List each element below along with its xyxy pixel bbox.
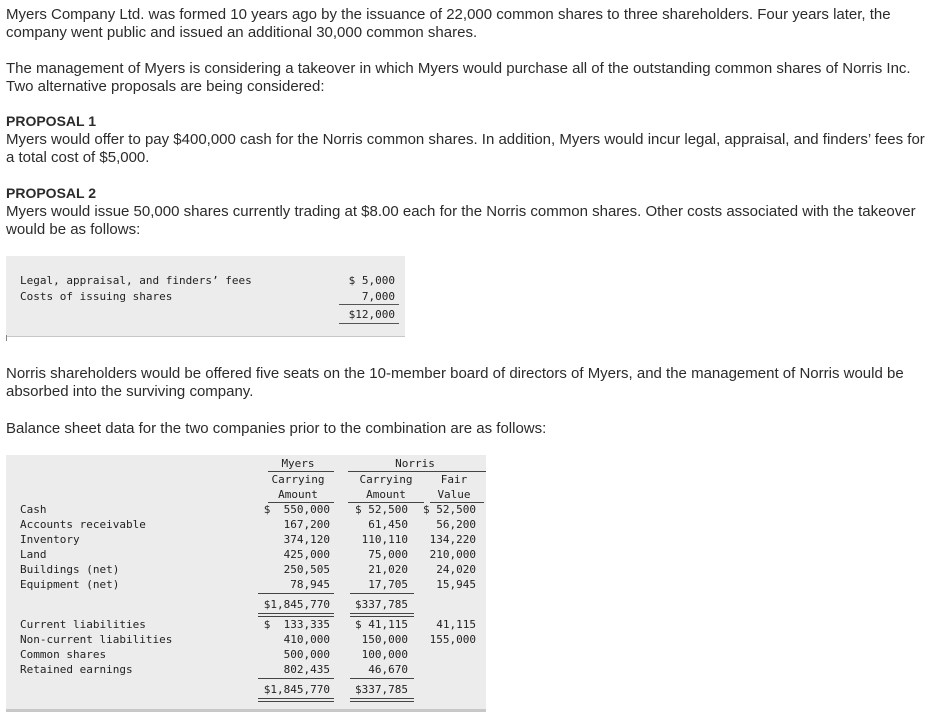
row-label: Buildings (net) <box>20 563 120 576</box>
row-label: Cash <box>20 503 47 516</box>
myers-value: 802,435 <box>283 663 330 676</box>
myers-value: 425,000 <box>283 548 330 561</box>
header-norris-carrying: Amount <box>366 488 406 501</box>
header-norris-fair: Fair <box>440 473 468 486</box>
fees-row-amount: 7,000 <box>361 290 395 303</box>
fees-table <box>6 256 405 342</box>
myers-value: $ 550,000 <box>263 503 330 516</box>
norris-fair-value: 15,945 <box>436 578 476 591</box>
myers-liabilities-total: $1,845,770 <box>263 683 330 696</box>
header-myers-sub: Carrying <box>271 473 325 486</box>
row-label: Non-current liabilities <box>20 633 173 646</box>
myers-value: 250,505 <box>283 563 330 576</box>
norris-fair-value: 134,220 <box>429 533 476 546</box>
norris-fair-value: $ 52,500 <box>423 503 476 516</box>
norris-carrying-value: 100,000 <box>361 648 408 661</box>
balance-intro: Balance sheet data for the two companies prior to the combination are as follows: <box>6 420 547 437</box>
row-label: Equipment (net) <box>20 578 120 591</box>
norris-fair-value: 210,000 <box>429 548 476 561</box>
proposal-1-heading: PROPOSAL 1 <box>6 113 96 129</box>
header-myers-sub: Amount <box>278 488 318 501</box>
norris-carrying-value: 61,450 <box>368 518 408 531</box>
row-label: Retained earnings <box>20 663 133 676</box>
norris-fair-value: 41,115 <box>436 618 476 631</box>
norris-carrying-value: 110,110 <box>361 533 408 546</box>
fees-total-rule <box>339 323 399 324</box>
norris-assets-total: $337,785 <box>355 598 408 611</box>
intro-paragraph-2: The management of Myers is considering a takeover in which Myers would purchase all of the outstanding common shares of Norris Inc. Two alternative proposals are being considered: <box>6 60 911 95</box>
row-label: Land <box>20 548 47 561</box>
norris-fair-value: 56,200 <box>436 518 476 531</box>
row-label: Inventory <box>20 533 80 546</box>
norris-carrying-value: 21,020 <box>368 563 408 576</box>
myers-value: 374,120 <box>283 533 330 546</box>
header-norris-fair: Value <box>437 488 471 501</box>
myers-assets-total: $1,845,770 <box>263 598 330 611</box>
myers-value: 167,200 <box>283 518 330 531</box>
norris-carrying-value: $ 41,115 <box>355 618 408 631</box>
row-label: Common shares <box>20 648 107 661</box>
norris-carrying-value: 17,705 <box>368 578 408 591</box>
balance-sheet-table <box>6 455 486 717</box>
intro-paragraph-1: Myers Company Ltd. was formed 10 years ago by the issuance of 22,000 common shares to three shareholders. Four years later, the company went public and issued an additional 30,000 common shares. <box>6 6 891 41</box>
myers-value: 500,000 <box>283 648 330 661</box>
proposal-1-text: Myers would offer to pay $400,000 cash for the Norris common shares. In addition, Myers would incur legal, appraisal, and finders’ fees for a total cost of $5,000. <box>6 131 925 166</box>
fees-row-label: Costs of issuing shares <box>20 290 173 303</box>
norris-carrying-value: $ 52,500 <box>355 503 408 516</box>
norris-liabilities-total: $337,785 <box>355 683 408 696</box>
row-label: Current liabilities <box>20 618 146 631</box>
fees-row-amount: $ 5,000 <box>348 274 395 287</box>
header-norris-carrying: Carrying <box>359 473 413 486</box>
myers-value: $ 133,335 <box>263 618 330 631</box>
fees-subtotal-rule <box>339 304 399 305</box>
proposal-2-heading: PROPOSAL 2 <box>6 185 96 201</box>
header-myers: Myers <box>281 457 315 470</box>
norris-fair-value: 155,000 <box>429 633 476 646</box>
myers-value: 78,945 <box>290 578 330 591</box>
norris-fair-value: 24,020 <box>436 563 476 576</box>
norris-carrying-value: 75,000 <box>368 548 408 561</box>
proposal-2-text: Myers would issue 50,000 shares currently trading at $8.00 each for the Norris common shares. Other costs associated with the takeover would be as follows: <box>6 203 916 238</box>
fees-row-label: Legal, appraisal, and finders’ fees <box>20 274 252 287</box>
fees-total: $12,000 <box>348 308 395 321</box>
header-norris: Norris <box>395 457 435 470</box>
norris-carrying-value: 46,670 <box>368 663 408 676</box>
norris-carrying-value: 150,000 <box>361 633 408 646</box>
row-label: Accounts receivable <box>20 518 146 531</box>
board-paragraph: Norris shareholders would be offered five seats on the 10-member board of directors of Myers, and the management of Norris would be absorbed into the surviving company. <box>6 365 904 400</box>
myers-value: 410,000 <box>283 633 330 646</box>
